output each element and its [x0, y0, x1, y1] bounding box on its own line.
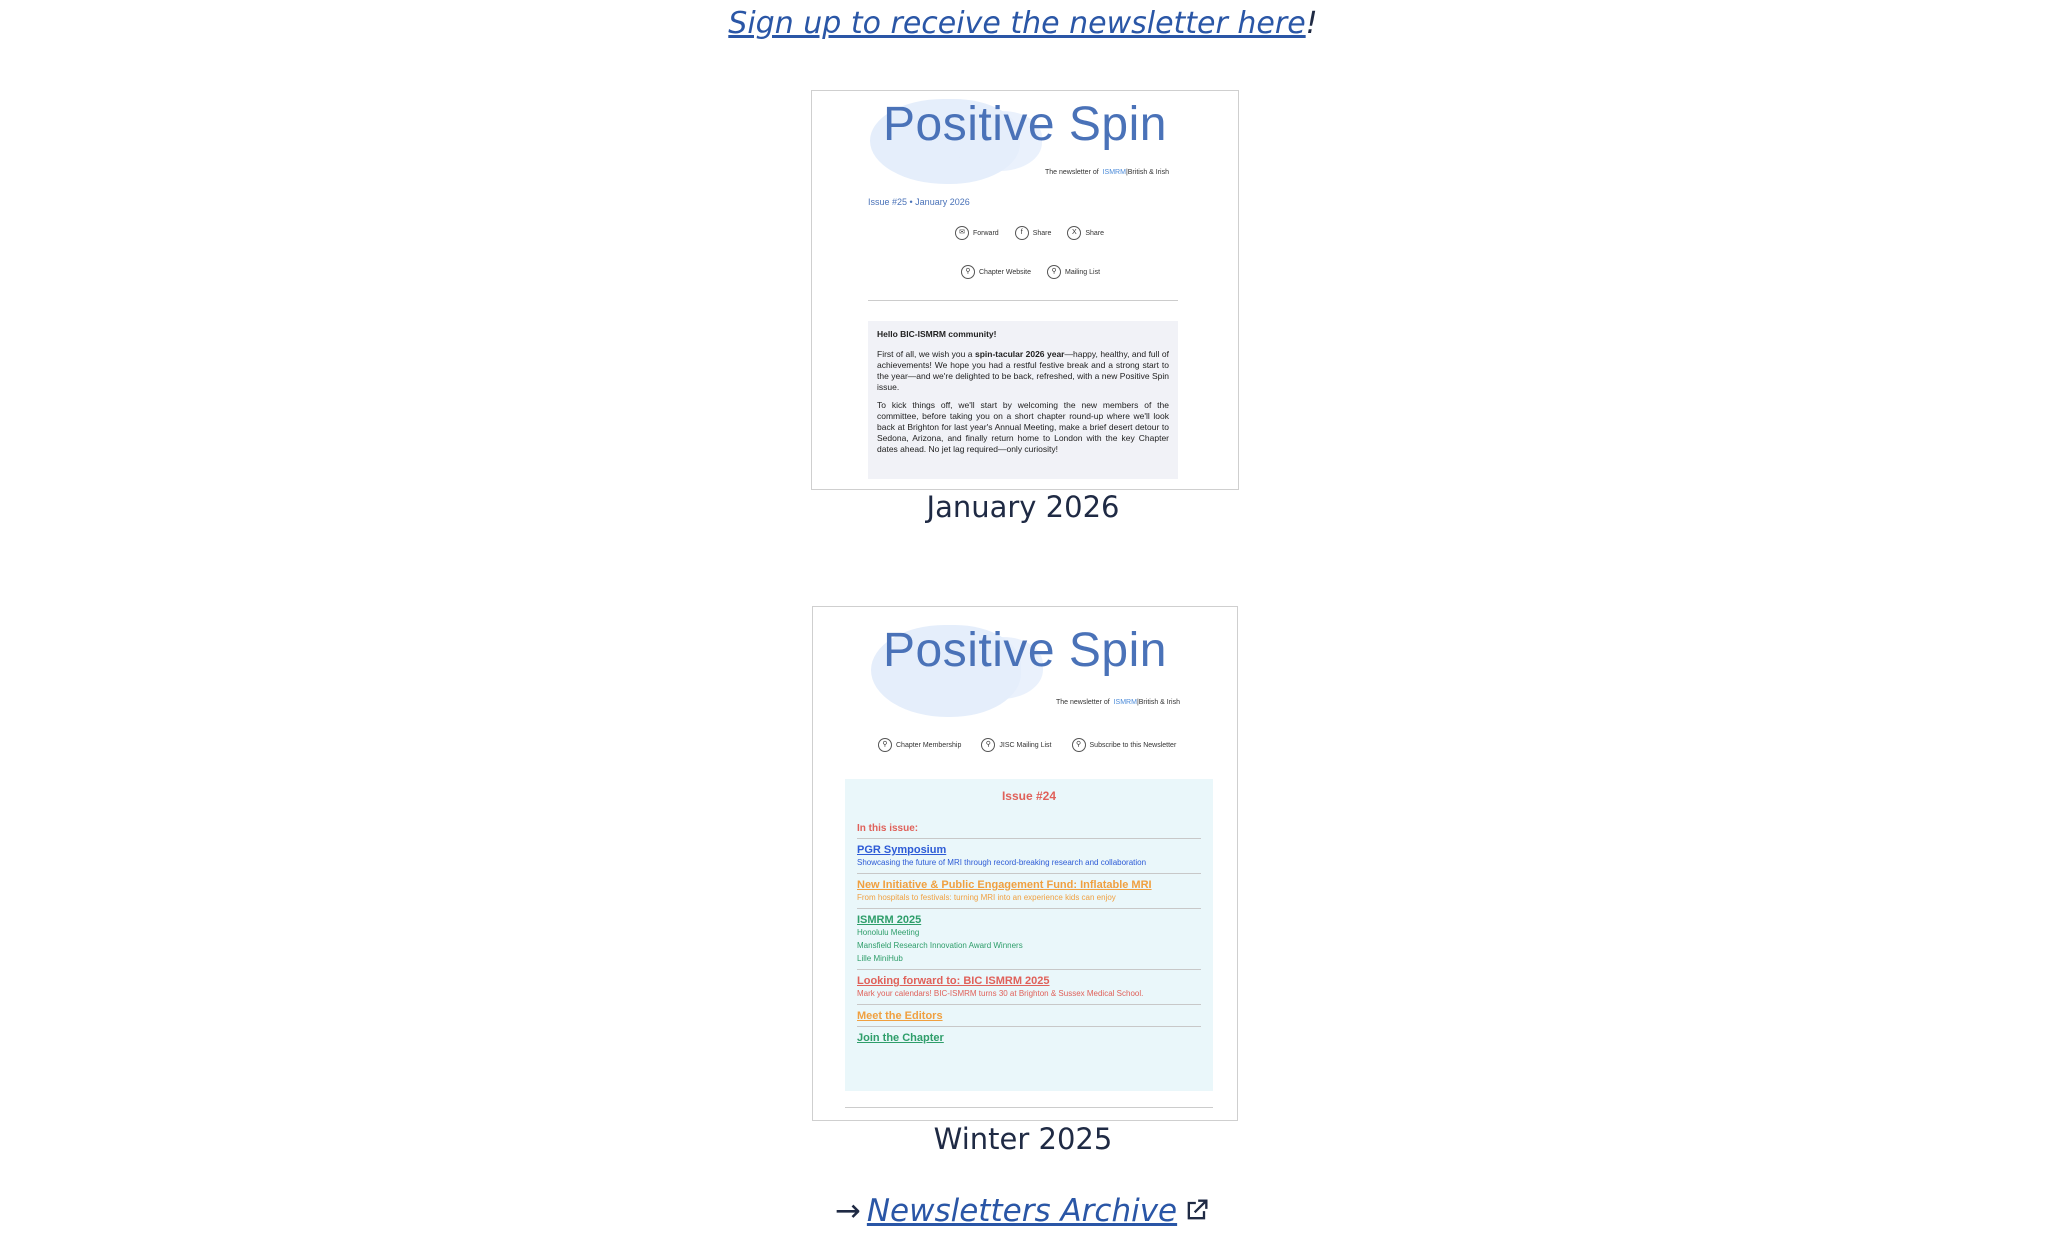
- link-icon: ⚲: [878, 738, 892, 752]
- toc-item: [857, 969, 1201, 1004]
- jisc-mailing-list-link[interactable]: ⚲ JISC Mailing List: [981, 738, 1051, 752]
- newsletter-logo: Positive Spin: [883, 98, 1167, 151]
- archive-line: [0, 1193, 2046, 1229]
- toc-item: [857, 1026, 1201, 1048]
- toc-item-title-link[interactable]: Join the Chapter: [857, 1032, 944, 1044]
- facebook-icon: f: [1015, 226, 1029, 240]
- mailing-list-link[interactable]: ⚲ Mailing List: [1047, 265, 1100, 279]
- mail-icon: ✉: [955, 226, 969, 240]
- intro-paragraph-2: To kick things off, we'll start by welcoming the new members of the committee, before taking you on a short chapter round-up where we'll look back at Brighton for last year's Annual Meeting, make a brief desert detour to Sedona, Arizona, and finally return home to London with the key Chapter dates ahead. No jet lag required—only curiosity!: [877, 400, 1169, 454]
- toc-item: [857, 1004, 1201, 1026]
- toc-item-description: Mark your calendars! BIC-ISMRM turns 30 at Brighton & Sussex Medical School.: [857, 989, 1144, 998]
- toc-item: [857, 873, 1201, 908]
- toc-item-description: Lille MiniHub: [857, 954, 903, 963]
- toc-item-description: Honolulu Meeting: [857, 928, 920, 937]
- toc-item-title-link[interactable]: New Initiative & Public Engagement Fund: Inflatable MRI: [857, 879, 1152, 891]
- toc-item-title-link[interactable]: Meet the Editors: [857, 1010, 943, 1022]
- newsletter-thumbnail-january-2026[interactable]: [811, 90, 1239, 490]
- intro-paragraph-1: First of all, we wish you a spin-tacular 2026 year—happy, healthy, and full of achievements! We hope you had a restful festive break and a strong start to the year—and we're delighted to be back, refreshed, with a new Positive Spin issue.: [877, 349, 1169, 392]
- toc-item-description: From hospitals to festivals: turning MRI into an experience kids can enjoy: [857, 893, 1116, 902]
- signup-link[interactable]: Sign up to receive the newsletter here: [728, 6, 1306, 41]
- links-row: [961, 265, 1100, 279]
- newsletter-caption-winter-2025: Winter 2025: [933, 1122, 1113, 1156]
- issue-number: Issue #24: [1001, 789, 1057, 803]
- newsletter-logo: Positive Spin: [883, 624, 1167, 677]
- signup-suffix: !: [1305, 6, 1318, 41]
- forward-link[interactable]: ✉ Forward: [955, 226, 999, 240]
- toc-item-description: Mansfield Research Innovation Award Winners: [857, 941, 1023, 950]
- newsletters-archive-link[interactable]: Newsletters Archive: [866, 1193, 1178, 1229]
- facebook-share-link[interactable]: f Share: [1015, 226, 1052, 240]
- issue-line: Issue #25 • January 2026: [868, 197, 970, 207]
- table-of-contents: [845, 779, 1213, 1091]
- newsletter-subtitle: The newsletter of ISMRM|British & Irish: [1045, 169, 1169, 176]
- link-icon: ⚲: [981, 738, 995, 752]
- links-row: [878, 738, 1176, 752]
- link-icon: ⚲: [1072, 738, 1086, 752]
- intro-box: [868, 321, 1178, 479]
- x-icon: X: [1067, 226, 1081, 240]
- toc-list: [857, 838, 1201, 1048]
- chapter-website-link[interactable]: ⚲ Chapter Website: [961, 265, 1031, 279]
- chapter-membership-link[interactable]: ⚲ Chapter Membership: [878, 738, 961, 752]
- subscribe-link[interactable]: ⚲ Subscribe to this Newsletter: [1072, 738, 1177, 752]
- divider: [845, 1107, 1213, 1108]
- signup-line: [0, 6, 2046, 41]
- toc-item-title-link[interactable]: Looking forward to: BIC ISMRM 2025: [857, 975, 1050, 987]
- newsletter-subtitle: The newsletter of ISMRM|British & Irish: [1056, 699, 1180, 706]
- toc-item-title-link[interactable]: ISMRM 2025: [857, 914, 922, 926]
- toc-item: [857, 838, 1201, 873]
- toc-item-description: Showcasing the future of MRI through record-breaking research and collaboration: [857, 858, 1147, 867]
- share-row: [955, 226, 1104, 240]
- link-icon: ⚲: [961, 265, 975, 279]
- newsletter-thumbnail-winter-2025[interactable]: [812, 606, 1238, 1121]
- newsletter-caption-january-2026: January 2026: [926, 490, 1120, 524]
- in-this-issue-label: In this issue:: [857, 823, 919, 834]
- x-share-link[interactable]: X Share: [1067, 226, 1104, 240]
- toc-item-title-link[interactable]: PGR Symposium: [857, 844, 947, 856]
- external-link-icon[interactable]: [1183, 1196, 1211, 1224]
- link-icon: ⚲: [1047, 265, 1061, 279]
- greeting: Hello BIC-ISMRM community!: [877, 329, 997, 339]
- arrow-icon: →: [834, 1193, 861, 1229]
- divider: [868, 300, 1178, 301]
- toc-item: [857, 908, 1201, 969]
